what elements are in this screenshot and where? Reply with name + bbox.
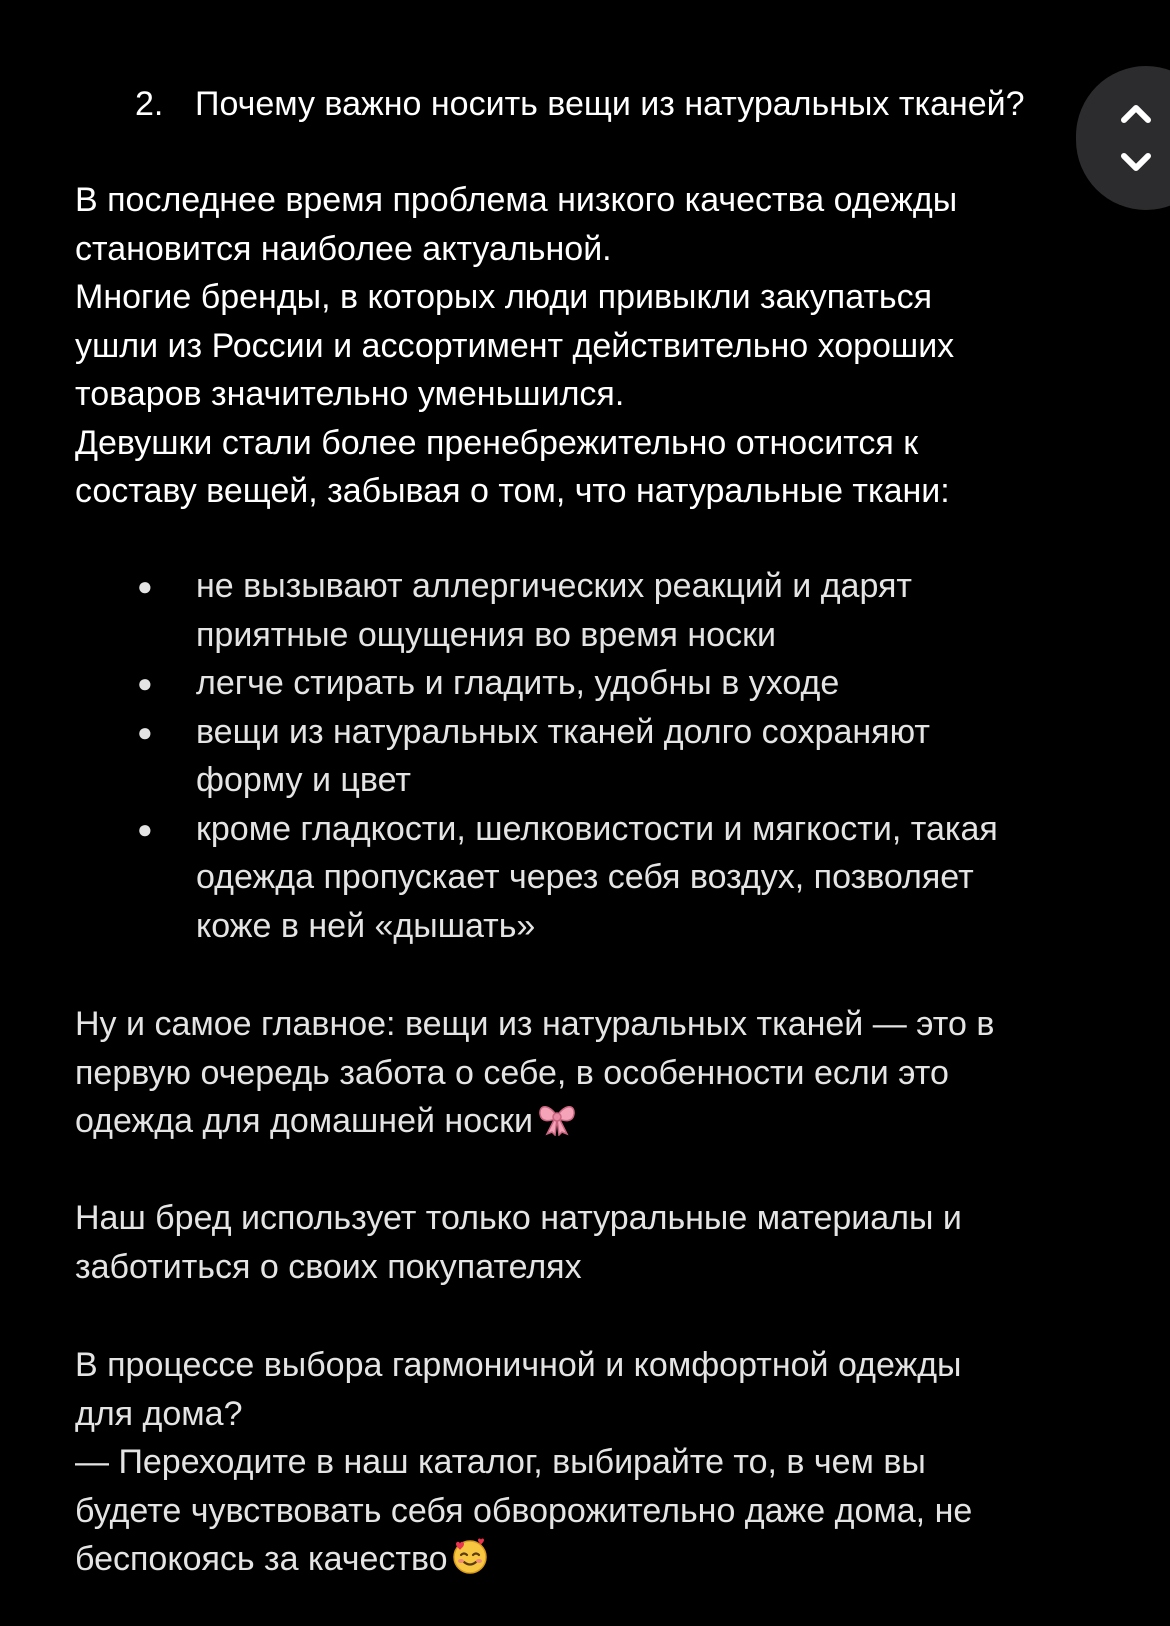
list-item-line: одежда пропускает через себя воздух, позволяет — [196, 858, 974, 896]
paragraph-line: будете чувствовать себя обворожительно даже дома, не — [75, 1491, 973, 1530]
paragraph-line — [75, 1535, 1095, 1590]
list-item-line: коже в ней «дышать» — [196, 906, 536, 945]
heading-number: 2. — [135, 85, 164, 123]
list-item-line: приятные ощущения во время носки — [196, 615, 776, 654]
paragraph-call-to-action — [75, 1341, 1095, 1590]
paragraph-line: В процессе выбора гармоничной и комфортной одежды — [75, 1346, 962, 1384]
intro-line: Девушки стали более пренебрежительно относится к — [75, 423, 919, 462]
list-item — [75, 659, 1095, 708]
bullet-marker: ● — [137, 813, 153, 844]
paragraph-main-point — [75, 1000, 1095, 1150]
intro-paragraph — [75, 176, 1095, 516]
list-item-line: форму и цвет — [196, 761, 411, 799]
smiling-face-with-hearts-emoji — [450, 1536, 490, 1590]
paragraph-text: одежда для домашней носки — [75, 1102, 533, 1140]
paragraph-line: — Переходите в наш каталог, выбирайте то, в чем вы — [75, 1443, 926, 1481]
paragraph-line: Наш бред использует только натуральные материалы и — [75, 1199, 962, 1237]
heading-text: Почему важно носить вещи из натуральных тканей? — [195, 85, 1025, 123]
paragraph-line — [75, 1049, 1095, 1098]
list-item-line: кроме гладкости, шелковистости и мягкости, такая — [196, 809, 998, 848]
ribbon-bow-emoji — [537, 1100, 577, 1150]
paragraph-text: первую очередь забота о себе, в особенности если это — [75, 1053, 949, 1092]
chevron-up-icon[interactable] — [1116, 94, 1156, 134]
paragraph-line: Ну и самое главное: вещи из натуральных тканей — это в — [75, 1005, 995, 1043]
list-item-line: не вызывают аллергических реакций и дарят — [196, 567, 912, 605]
list-item — [75, 562, 1095, 659]
bullet-marker: ● — [137, 716, 153, 747]
list-item — [75, 708, 1095, 805]
intro-line: ушли из России и ассортимент действительно хороших — [75, 326, 955, 365]
bullet-marker: ● — [137, 668, 153, 698]
chevron-down-icon[interactable] — [1116, 142, 1156, 182]
paragraph-brand — [75, 1194, 1095, 1291]
list-item-line: легче стирать и гладить, удобны в уходе — [196, 664, 840, 702]
intro-line: составу вещей, забывая о том, что натуральные ткани: — [75, 472, 950, 510]
paragraph-line — [75, 1097, 1095, 1150]
intro-line: Многие бренды, в которых люди привыкли закупаться — [75, 278, 933, 316]
intro-line: товаров значительно уменьшился. — [75, 375, 625, 413]
paragraph-text: беспокоясь за качество — [75, 1540, 448, 1578]
paragraph-line: заботиться о своих покупателях — [75, 1247, 582, 1286]
benefits-list — [75, 562, 1095, 950]
intro-line: становится наиболее актуальной. — [75, 229, 612, 268]
list-item — [75, 805, 1095, 951]
list-item-line: вещи из натуральных тканей долго сохраняют — [196, 712, 930, 751]
bullet-marker: ● — [137, 571, 153, 601]
section-heading — [135, 80, 1025, 128]
paragraph-line: для дома? — [75, 1394, 243, 1433]
intro-line: В последнее время проблема низкого качества одежды — [75, 181, 958, 219]
